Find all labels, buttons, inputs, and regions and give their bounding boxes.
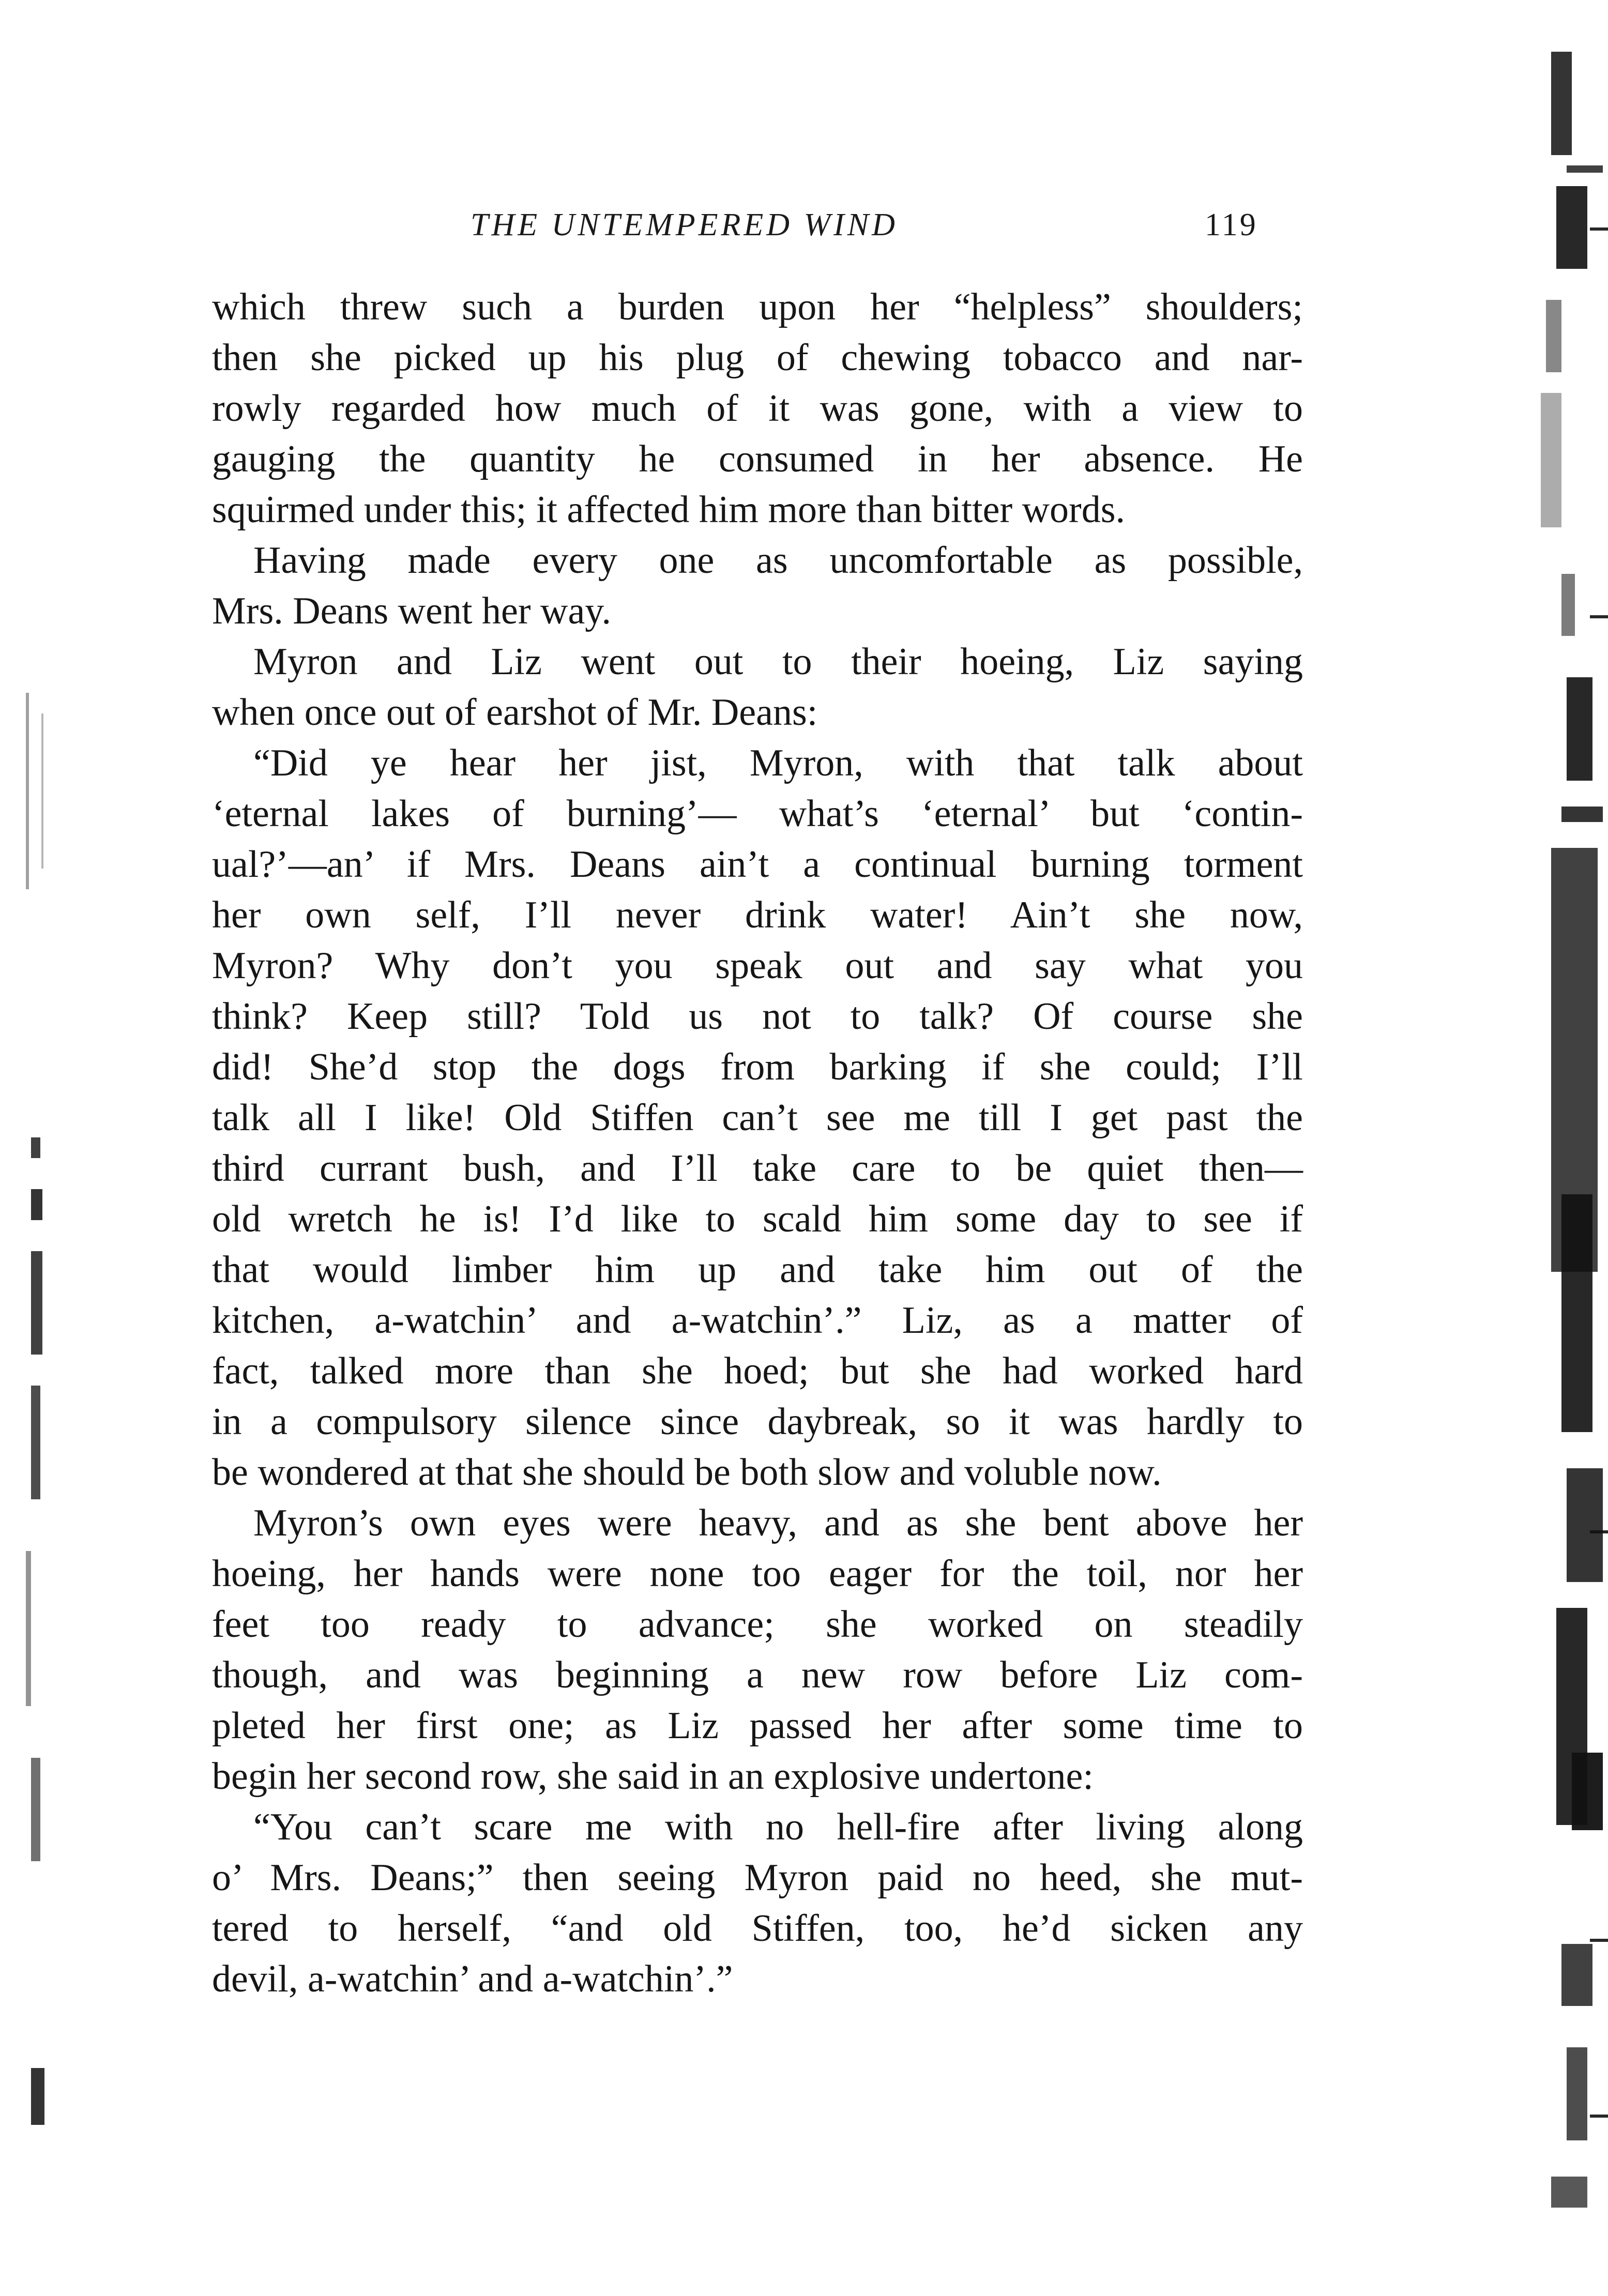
text-line: talk all I like! Old Stiffen can’t see me till I get past the bbox=[212, 1097, 1303, 1139]
text-line: squirmed under this; it affected him more than bitter words. bbox=[212, 489, 1125, 531]
text-line: old wretch he is! I’d like to scald him some day to see if bbox=[212, 1198, 1303, 1240]
text-line: “Did ye hear her jist, Myron, with that talk about bbox=[253, 742, 1303, 784]
text-line: though, and was beginning a new row before Liz com- bbox=[212, 1654, 1303, 1696]
text-line: when once out of earshot of Mr. Deans: bbox=[212, 691, 818, 734]
text-line: did! She’d stop the dogs from barking if she could; I’ll bbox=[212, 1046, 1303, 1088]
text-line: that would limber him up and take him out of the bbox=[212, 1249, 1303, 1291]
text-line: rowly regarded how much of it was gone, with a view to bbox=[212, 387, 1303, 430]
text-line: then she picked up his plug of chewing tobacco and nar- bbox=[212, 337, 1303, 379]
text-line: devil, a-watchin’ and a-watchin’.” bbox=[212, 1958, 733, 2000]
text-line: pleted her first one; as Liz passed her after some time to bbox=[212, 1705, 1303, 1747]
text-line: tered to herself, “and old Stiffen, too, he’d sicken any bbox=[212, 1907, 1303, 1950]
text-line: Having made every one as uncomfortable as possible, bbox=[253, 539, 1303, 582]
text-line: fact, talked more than she hoed; but she had worked hard bbox=[212, 1350, 1303, 1392]
scan-bleed-left-edge bbox=[10, 672, 67, 2223]
text-line: Myron? Why don’t you speak out and say what you bbox=[212, 945, 1303, 987]
text-line: ual?’—an’ if Mrs. Deans ain’t a continual burning torment bbox=[212, 843, 1303, 886]
text-line: o’ Mrs. Deans;” then seeing Myron paid no heed, she mut- bbox=[212, 1857, 1303, 1899]
text-line: begin her second row, she said in an explosive undertone: bbox=[212, 1755, 1094, 1798]
text-line: feet too ready to advance; she worked on steadily bbox=[212, 1603, 1303, 1646]
page-number: 119 bbox=[1205, 207, 1258, 242]
text-line: which threw such a burden upon her “helpless” shoulders; bbox=[212, 286, 1303, 328]
text-line: kitchen, a-watchin’ and a-watchin’.” Liz, as a matter of bbox=[212, 1299, 1303, 1342]
scan-bleed-right-edge bbox=[1489, 31, 1608, 2254]
text-line: gauging the quantity he consumed in her absence. He bbox=[212, 438, 1303, 480]
text-line: her own self, I’ll never drink water! Ain’t she now, bbox=[212, 894, 1303, 936]
text-line: be wondered at that she should be both slow and voluble now. bbox=[212, 1451, 1162, 1494]
text-line: hoeing, her hands were none too eager for the toil, nor her bbox=[212, 1553, 1303, 1595]
text-line: Myron and Liz went out to their hoeing, Liz saying bbox=[253, 641, 1303, 683]
running-title: THE UNTEMPERED WIND bbox=[471, 207, 898, 242]
text-line: think? Keep still? Told us not to talk? Of course she bbox=[212, 995, 1303, 1038]
text-line: in a compulsory silence since daybreak, so it was hardly to bbox=[212, 1401, 1303, 1443]
text-line: “You can’t scare me with no hell-fire after living along bbox=[253, 1806, 1303, 1848]
text-line: Mrs. Deans went her way. bbox=[212, 590, 611, 632]
text-line: Myron’s own eyes were heavy, and as she bent above her bbox=[253, 1502, 1303, 1544]
body-text bbox=[212, 282, 1303, 2004]
text-line: ‘eternal lakes of burning’— what’s ‘eternal’ but ‘contin- bbox=[212, 793, 1303, 835]
text-line: third currant bush, and I’ll take care to be quiet then— bbox=[212, 1147, 1303, 1190]
